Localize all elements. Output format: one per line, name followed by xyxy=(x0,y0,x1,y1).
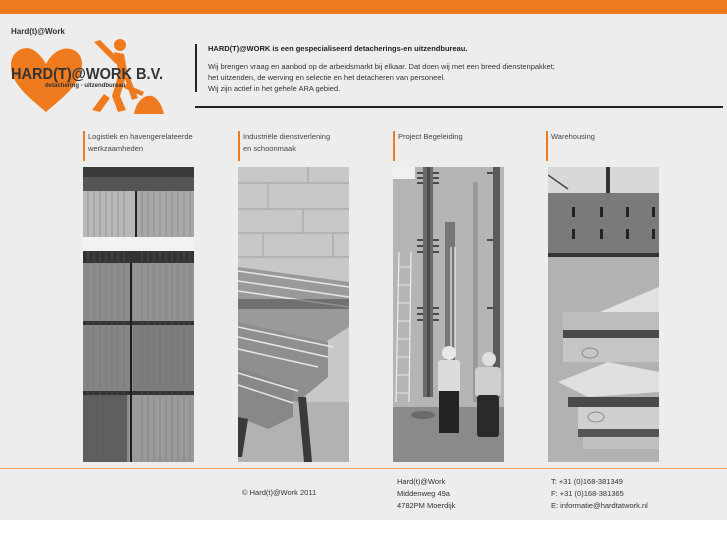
service-logistics[interactable] xyxy=(83,131,203,161)
intro-divider-horizontal xyxy=(195,106,723,108)
service-title[interactable]: Project Begeleiding xyxy=(393,131,513,161)
service-project[interactable] xyxy=(393,131,513,161)
intro-text xyxy=(208,43,718,94)
contact-phone: T: +31 (0)168-381349 xyxy=(551,477,623,486)
service-title[interactable]: Industriële dienstverlening en schoonmaak xyxy=(238,131,358,161)
address-street: Middenweg 49a xyxy=(397,489,450,498)
logo[interactable] xyxy=(8,36,166,114)
top-bar xyxy=(0,0,727,14)
footer-contact xyxy=(551,476,648,512)
contact-fax: F: +31 (0)168-381365 xyxy=(551,489,624,498)
workers-in-hardhats-photo[interactable] xyxy=(393,167,504,462)
service-title[interactable]: Logistiek en havengerelateerde werkzaamheden xyxy=(83,131,203,161)
service-warehousing[interactable] xyxy=(546,131,666,161)
intro-headline: HARD(T)@WORK is een gespecialiseerd detacherings-en uitzendbureau. xyxy=(208,44,468,53)
copyright: © Hard(t)@Work 2011 xyxy=(242,488,317,497)
stacked-shipping-containers-photo[interactable] xyxy=(83,167,194,462)
contact-email-label: E: xyxy=(551,501,561,510)
contact-email-row xyxy=(551,500,648,512)
footer-address xyxy=(397,476,455,512)
intro-line: Wij brengen vraag en aanbod op de arbeidsmarkt bij elkaar. Dat doen wij met een breed dienstenpakket; xyxy=(208,62,555,71)
logo-title: HARD(T)@WORK B.V. xyxy=(11,66,163,83)
heart-and-worker-shoveling-icon xyxy=(8,36,166,114)
intro-line: het uitzenden, de werving en selectie en het detacheren van personeel. xyxy=(208,73,446,82)
footer-divider xyxy=(0,468,727,469)
address-city: 4782PM Moerdijk xyxy=(397,501,456,510)
intro-line: Wij zijn actief in het gehele ARA gebied. xyxy=(208,84,341,93)
warehouse-pallets-photo[interactable] xyxy=(548,167,659,462)
service-title[interactable]: Warehousing xyxy=(546,131,666,161)
contact-email-link[interactable]: informatie@hardtatwork.nl xyxy=(560,501,648,510)
service-industrial[interactable] xyxy=(238,131,358,161)
site-name: Hard(t)@Work xyxy=(11,27,65,36)
steel-beams-on-trestles-photo[interactable] xyxy=(238,167,349,462)
intro-divider-vertical xyxy=(195,44,197,92)
address-company: Hard(t)@Work xyxy=(397,477,446,486)
logo-subtitle: detachering - uitzendbureau xyxy=(45,83,126,89)
